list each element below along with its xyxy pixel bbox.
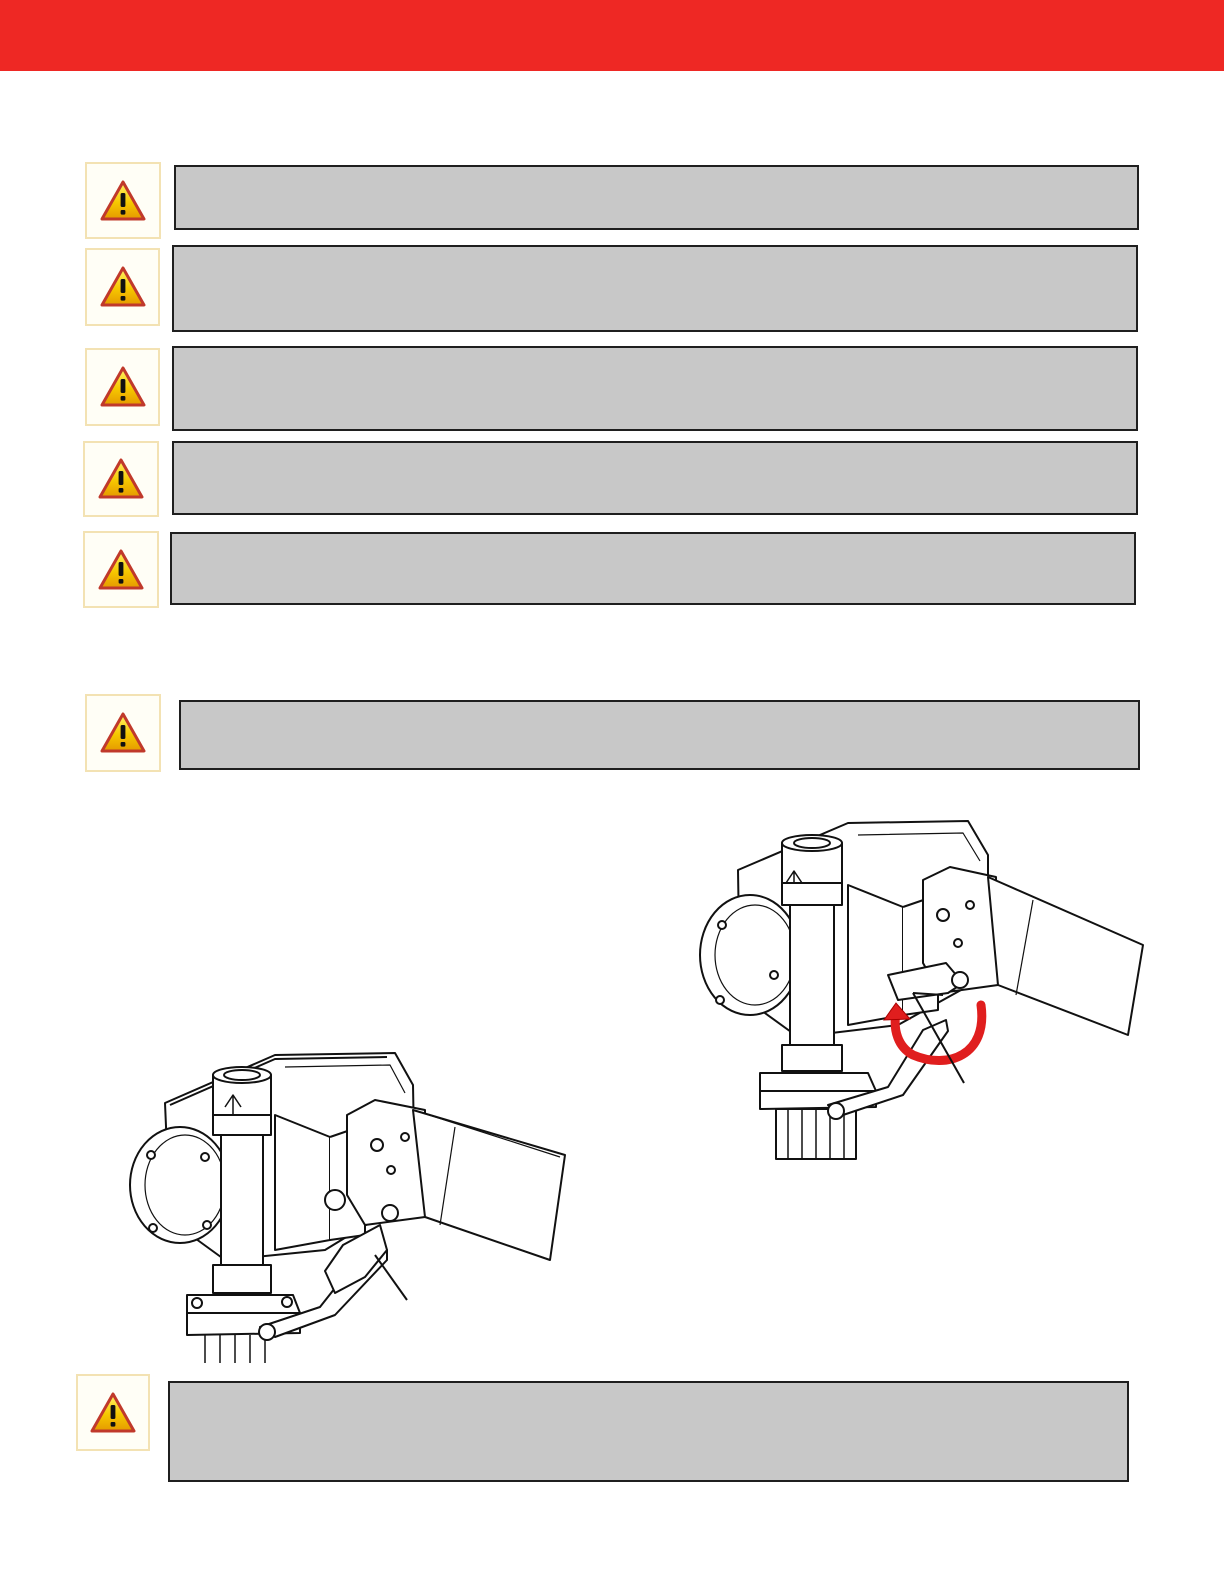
warning-icon: [85, 162, 161, 239]
warning-icon: [85, 348, 160, 426]
warning-icon: [83, 531, 159, 608]
header-bar: [0, 0, 1224, 71]
meter-with-tag-illustration: [125, 1045, 575, 1365]
warning-box: [172, 346, 1138, 431]
warning-box: [174, 165, 1139, 230]
warning-icon: [83, 441, 159, 517]
warning-box: [172, 245, 1138, 332]
warning-box: [170, 532, 1136, 605]
warning-icon: [85, 694, 161, 772]
warning-icon: [76, 1374, 150, 1451]
warning-box: [172, 441, 1138, 515]
warning-icon: [85, 248, 160, 326]
meter-lever-rotation-illustration: [698, 815, 1148, 1160]
warning-box: [179, 700, 1140, 770]
warning-box: [168, 1381, 1129, 1482]
